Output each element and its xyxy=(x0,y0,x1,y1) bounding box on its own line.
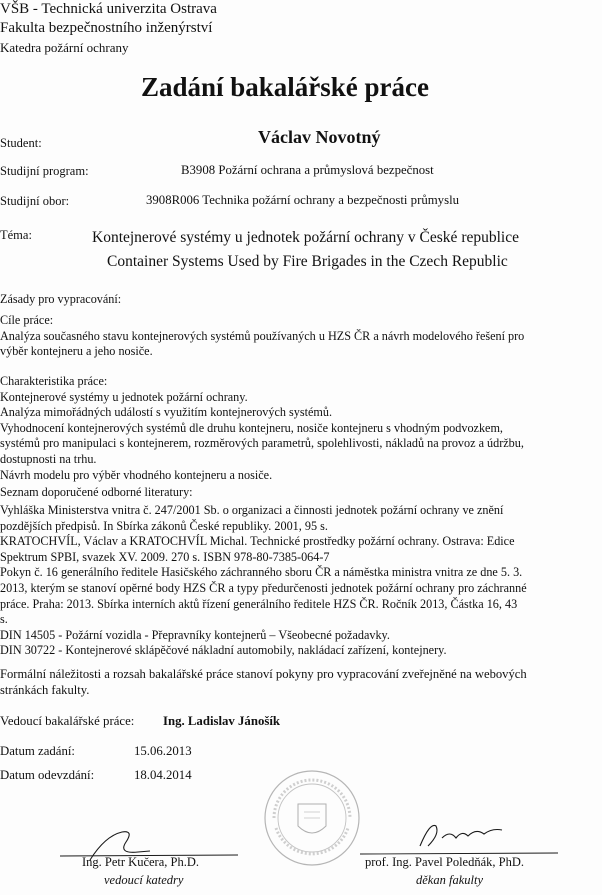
date-assigned-value: 15.06.2013 xyxy=(134,744,192,758)
left-signatory-role: vedoucí katedry xyxy=(104,873,184,887)
document-title: Zadání bakalářské práce xyxy=(140,72,430,102)
left-signatory-name: Ing. Petr Kučera, Ph.D. xyxy=(82,855,199,869)
department-name: Katedra požární ochrany xyxy=(0,40,129,55)
characteristics-line: systémů pro manipulaci s kontejnerem, rozměrových parametrů, spolehlivosti, nákladů na provoz a údržbu, xyxy=(0,436,524,451)
formal-line: stránkách fakulty. xyxy=(0,683,90,697)
field-label: Studijní obor: xyxy=(0,194,70,208)
field-value: 3908R006 Technika požární ochrany a bezpečnosti průmyslu xyxy=(146,193,460,207)
goal-section xyxy=(0,313,575,360)
date-assigned-label: Datum zadání: xyxy=(0,744,75,758)
goal-line: Analýza současného stavu kontejnerových systémů používaných u HZS ČR a návrh modelového řešení pro xyxy=(0,328,525,343)
characteristics-line: Kontejnerové systémy u jednotek požární ochrany. xyxy=(0,389,248,404)
characteristics-line: dostupnosti na trhu. xyxy=(0,451,97,466)
faculty-seal-icon xyxy=(262,768,362,868)
university-name: VŠB - Technická univerzita Ostrava xyxy=(0,1,217,17)
date-submitted-label: Datum odevzdání: xyxy=(0,768,95,782)
literature-line: Vyhláška Ministerstva vnitra č. 247/2001 Sb. o organizaci a činnosti jednotek požární ochrany ve znění xyxy=(0,503,504,517)
characteristics-section xyxy=(0,374,575,483)
literature-line: 2013, kterým se stanoví opěrné body HZS ČR a typy předurčenosti jednotek požární ochrany pro záchranné xyxy=(0,580,527,595)
topic-label: Téma: xyxy=(0,228,32,242)
characteristics-label: Charakteristika práce: xyxy=(0,374,108,388)
student-label: Student: xyxy=(0,136,42,150)
goal-line: výběr kontejneru a jeho nosiče. xyxy=(0,344,153,359)
literature-line: DIN 14505 - Požární vozidla - Přepravníky kontejnerů – Všeobecné požadavky. xyxy=(0,627,390,642)
literature-list xyxy=(0,503,575,659)
formal-line: Formální náležitosti a rozsah bakalářské práce stanoví pokyny pro vypracování zveřejněné na webových xyxy=(0,667,527,681)
date-submitted-value: 18.04.2014 xyxy=(134,768,192,782)
principles-label: Zásady pro vypracování: xyxy=(0,292,122,306)
literature-line: s. xyxy=(0,612,8,627)
supervisor-label: Vedoucí bakalářské práce: xyxy=(0,714,135,728)
literature-line: KRATOCHVÍL, Václav a KRATOCHVÍL Michal. Technické prostředky požární ochrany. Ostrava: Edice xyxy=(0,534,515,549)
right-signatory-name: prof. Ing. Pavel Poledňák, PhD. xyxy=(365,855,525,869)
program-label: Studijní program: xyxy=(0,164,89,178)
topic-czech: Kontejnerové systémy u jednotek požární ochrany v České republice xyxy=(92,229,519,246)
literature-line: DIN 30722 - Kontejnerové sklápěčové nákladní automobily, nakládací zařízení, kontejnery. xyxy=(0,643,447,658)
literature-line: Spektrum SPBI, svazek XV. 2009. 270 s. ISBN 978-80-7385-064-7 xyxy=(0,549,330,564)
characteristics-line: Návrh modelu pro výběr vhodného kontejneru a nosiče. xyxy=(0,467,273,482)
literature-label: Seznam doporučené odborné literatury: xyxy=(0,485,193,499)
goal-label: Cíle práce: xyxy=(0,313,54,327)
literature-line: Pokyn č. 16 generálního ředitele Hasičského záchranného sboru ČR a náměstka ministra vnitra ze dne 5. 3. xyxy=(0,565,523,580)
topic-english: Container Systems Used by Fire Brigades in the Czech Republic xyxy=(107,253,508,270)
literature-line: práce. Praha: 2013. Sbírka interních aktů řízení generálního ředitele HZS ČR. Ročník 2013, Částka 16, 43 xyxy=(0,596,518,611)
supervisor-name: Ing. Ladislav Jánošík xyxy=(163,714,280,728)
right-signatory-role: děkan fakulty xyxy=(416,873,483,887)
literature-line: pozdějších předpisů. In Sbírka zákonů České republiky. 2001, 95 s. xyxy=(0,518,328,533)
characteristics-line: Analýza mimořádných událostí s využitím kontejnerových systémů. xyxy=(0,405,333,420)
characteristics-line: Vyhodnocení kontejnerových systémů dle druhu kontejneru, nosiče kontejneru s vhodným podvozkem, xyxy=(0,420,503,435)
program-value: B3908 Požární ochrana a průmyslová bezpečnost xyxy=(181,163,434,177)
formal-requirements xyxy=(0,666,575,698)
student-name: Václav Novotný xyxy=(258,127,381,147)
faculty-name: Fakulta bezpečnostního inženýrství xyxy=(0,20,213,36)
